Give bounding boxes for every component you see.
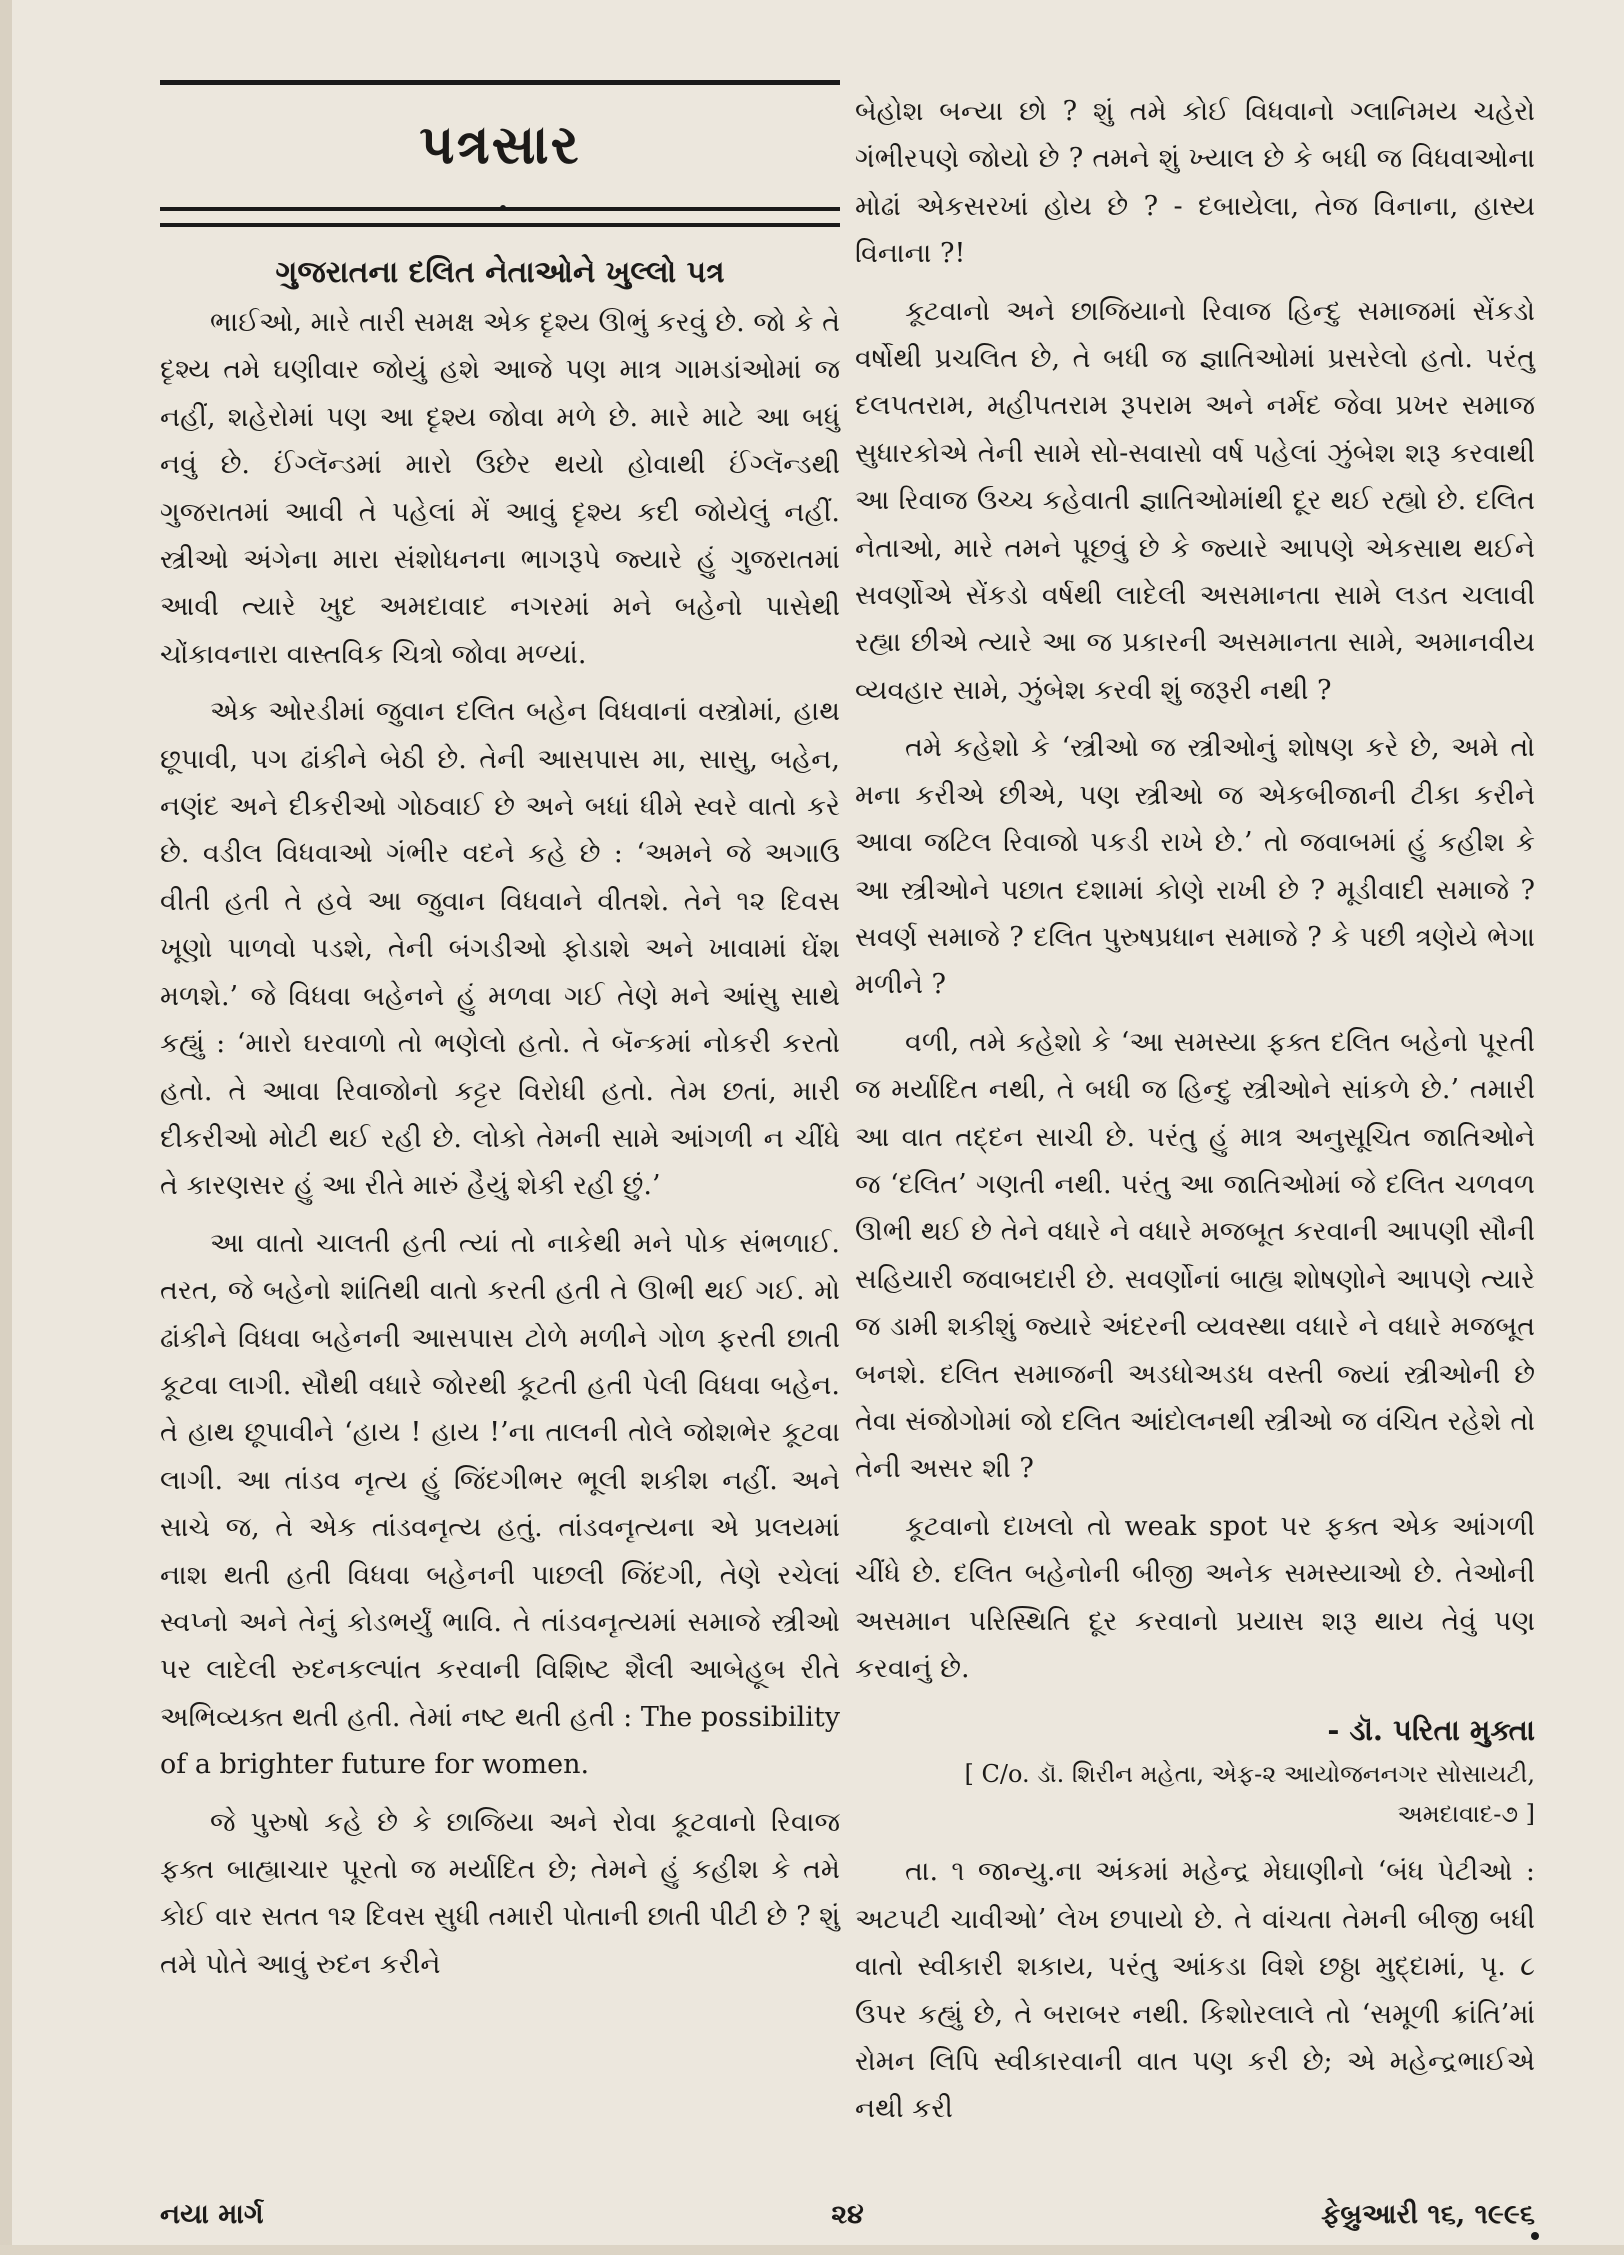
paragraph: આ વાતો ચાલતી હતી ત્યાં તો નાકેથી મને પોક સંભળાઈ. તરત, જે બહેનો શાંતિથી વાતો કરતી હતી તે ઊભી થઈ ગઈ. મો ઢાંકીને વિધવા બહેનની આસપાસ ટોળે મળીને ગોળ ફરતી છાતી કૂટવા લાગી. સૌથી વધારે જોરથી કૂટતી હતી પેલી વિધવા બહેન. તે હાથ છૂપાવીને ‘હાય ! હાય !’ના તાલની તોલે જોશભેર કૂટવા લાગી. આ તાંડવ નૃત્ય હું જિંદગીભર ભૂલી શકીશ નહીં. અને સાચે જ, તે એક તાંડવનૃત્ય હતું. તાંડવનૃત્યના એ પ્રલયમાં નાશ થતી હતી વિધવા બહેનની પાછલી જિંદગી, તેણે રચેલાં સ્વપ્નો અને તેનું કોડભર્યું ભાવિ. તે તાંડવનૃત્યમાં સમાજે સ્ત્રીઓ પર લાદેલી રુદનકલ્પાંત કરવાની વિશિષ્ટ શૈલી આબેહૂબ રીતે અભિવ્યક્ત થતી હતી. તેમાં નષ્ટ થતી હતી : The possibility of a brighter future for women. [160, 1227, 840, 1781]
section-title: પત્રસાર [419, 112, 581, 176]
article-title: ગુજરાતના દલિત નેતાઓને ખુલ્લો પત્ર [275, 255, 725, 290]
paragraph: એક ઓરડીમાં જુવાન દલિત બહેન વિધવાનાં વસ્ત્રોમાં, હાથ છૂપાવી, પગ ઢાંકીને બેઠી છે. તેની આસપાસ મા, સાસુ, બહેન, નણંદ અને દીકરીઓ ગોઠવાઈ છે અને બધાં ધીમે સ્વરે વાતો કરે છે. વડીલ વિધવાઓ ગંભીર વદને કહે છે : ‘અમને જે અગાઉ વીતી હતી તે હવે આ જુવાન વિધવાને વીતશે. તેને ૧૨ દિવસ ખૂણો પાળવો પડશે, તેની બંગડીઓ ફોડાશે અને ખાવામાં ઘેંશ મળશે.’ જે વિધવા બહેનને હું મળવા ગઈ તેણે મને આંસુ સાથે કહ્યું : ‘મારો ઘરવાળો તો ભણેલો હતો. તે બૅન્કમાં નોકરી કરતો હતો. તે આવા રિવાજોનો કટ્ટર વિરોધી હતો. તેમ છતાં, મારી દીકરીઓ મોટી થઈ રહી છે. લોકો તેમની સામે આંગળી ન ચીંધે તે કારણસર હું આ રીતે મારું હૈયું શેકી રહી છું.’ [160, 696, 840, 1202]
paragraph: કૂટવાનો અને છાજિયાનો રિવાજ હિન્દુ સમાજમાં સેંકડો વર્ષોથી પ્રચલિત છે, તે બધી જ જ્ઞાતિઓમાં પ્રસરેલો હતો. પરંતુ દલપતરામ, મહીપતરામ રૂપરામ અને નર્મદ જેવા પ્રખર સમાજ સુધારકોએ તેની સામે સો-સવાસો વર્ષ પહેલાં ઝુંબેશ શરૂ કરવાથી આ રિવાજ ઉચ્ચ કહેવાતી જ્ઞાતિઓમાંથી દૂર થઈ રહ્યો છે. દલિત નેતાઓ, મારે તમને પૂછવું છે કે જ્યારે આપણે એકસાથ થઈને સવર્ણોએ સેંકડો વર્ષથી લાદેલી અસમાનતા સામે લડત ચલાવી રહ્યા છીએ ત્યારે આ જ પ્રકારની અસમાનતા સામે, અમાનવીય વ્યવહાર સામે, ઝુંબેશ કરવી શું જરૂરી નથી ? [855, 295, 1535, 706]
issue-date: ફેબ્રુઆરી ૧૬, ૧૯૯૬ [1321, 2199, 1535, 2230]
left-column [160, 80, 840, 1988]
page-left-edge [0, 0, 12, 2255]
paragraph: તમે કહેશો કે ‘સ્ત્રીઓ જ સ્ત્રીઓનું શોષણ કરે છે, અમે તો મના કરીએ છીએ, પણ સ્ત્રીઓ જ એકબીજાની ટીકા કરીને આવા જટિલ રિવાજો પકડી રાખે છે.’ તો જવાબમાં હું કહીશ કે આ સ્ત્રીઓને પછાત દશામાં કોણે રાખી છે ? મૂડીવાદી સમાજે ? સવર્ણ સમાજે ? દલિત પુરુષપ્રધાન સમાજે ? કે પછી ત્રણેયે ભેગા મળીને ? [855, 732, 1535, 1001]
magazine-name: નયા માર્ગ [160, 2199, 264, 2230]
right-column [855, 88, 1535, 2133]
author-address: [ C/o. ડૉ. શિરીન મહેતા, એફ-૨ આયોજનનગર સોસાયટી, અમદાવાદ-૭ ] [964, 1760, 1535, 1829]
paragraph: જે પુરુષો કહે છે કે છાજિયા અને રોવા કૂટવાનો રિવાજ ફક્ત બાહ્યાચાર પૂરતો જ મર્યાદિત છે; તેમને હું કહીશ કે તમે કોઈ વાર સતત ૧૨ દિવસ સુધી તમારી પોતાની છાતી પીટી છે ? શું તમે પોતે આવું રુદન કરીને [160, 1806, 840, 1980]
paragraph: બેહોશ બન્યા છો ? શું તમે કોઈ વિધવાનો ગ્લાનિમય ચહેરો ગંભીરપણે જોયો છે ? તમને શું ખ્યાલ છે કે બધી જ વિધવાઓના મોઢાં એકસરખાં હોય છે ? - દબાયેલા, તેજ વિનાના, હાસ્ય વિનાના ?! [855, 96, 1535, 270]
paragraph: તા. ૧ જાન્યુ.ના અંકમાં મહેન્દ્ર મેઘાણીનો ‘બંધ પેટીઓ : અટપટી ચાવીઓ’ લેખ છપાયો છે. તે વાંચતા તેમની બીજી બધી વાતો સ્વીકારી શકાય, પરંતુ આંકડા વિશે છઠ્ઠા મુદ્દામાં, પૃ. ૮ ઉપર કહ્યું છે, તે બરાબર નથી. કિશોરલાલે તો ‘સમૂળી ક્રાંતિ’માં રોમન લિપિ સ્વીકારવાની વાત પણ કરી છે; એ મહેન્દ્રભાઈએ નથી કરી [855, 1856, 1535, 2125]
rule-dot [500, 205, 506, 211]
footer-dot [1531, 2232, 1539, 2240]
top-rule [160, 80, 840, 85]
page-bottom-edge [0, 2245, 1624, 2255]
author-signature: - ડૉ. પરિતા મુક્તા [1327, 1713, 1535, 1748]
paragraph: ભાઈઓ, મારે તારી સમક્ષ એક દૃશ્ય ઊભું કરવું છે. જો કે તે દૃશ્ય તમે ઘણીવાર જોયું હશે આજે પણ માત્ર ગામડાંઓમાં જ નહીં, શહેરોમાં પણ આ દૃશ્ય જોવા મળે છે. મારે માટે આ બધું નવું છે. ઈંગ્લૅન્ડમાં મારો ઉછેર થયો હોવાથી ઈંગ્લૅન્ડથી ગુજરાતમાં આવી તે પહેલાં મેં આવું દૃશ્ય કદી જોયેલું નહીં. સ્ત્રીઓ અંગેના મારા સંશોધનના ભાગરૂપે જ્યારે હું ગુજરાતમાં આવી ત્યારે ખુદ અમદાવાદ નગરમાં મને બહેનો પાસેથી ચોંકાવનારા વાસ્તવિક ચિત્રો જોવા મળ્યાં. [160, 307, 840, 670]
double-rule [160, 207, 840, 227]
paragraph: કૂટવાનો દાખલો તો weak spot પર ફક્ત એક આંગળી ચીંધે છે. દલિત બહેનોની બીજી અનેક સમસ્યાઓ છે. તેઓની અસમાન પરિસ્થિતિ દૂર કરવાનો પ્રયાસ શરૂ થાય તેવું પણ કરવાનું છે. [855, 1510, 1535, 1684]
paragraph: વળી, તમે કહેશો કે ‘આ સમસ્યા ફક્ત દલિત બહેનો પૂરતી જ મર્યાદિત નથી, તે બધી જ હિન્દુ સ્ત્રીઓને સાંકળે છે.’ તમારી આ વાત તદ્દન સાચી છે. પરંતુ હું માત્ર અનુસૂચિત જાતિઓને જ ‘દલિત’ ગણતી નથી. પરંતુ આ જાતિઓમાં જે દલિત ચળવળ ઊભી થઈ છે તેને વધારે ને વધારે મજબૂત કરવાની આપણી સૌની સહિયારી જવાબદારી છે. સવર્ણોનાં બાહ્ય શોષણોને આપણે ત્યારે જ ડામી શકીશું જ્યારે અંદરની વ્યવસ્થા વધારે ને વધારે મજબૂત બનશે. દલિત સમાજની અડધોઅડધ વસ્તી જ્યાં સ્ત્રીઓની છે તેવા સંજોગોમાં જો દલિત આંદોલનથી સ્ત્રીઓ જ વંચિત રહેશે તો તેની અસર શી ? [855, 1026, 1535, 1485]
page-number: ૨૪ [831, 2199, 864, 2230]
